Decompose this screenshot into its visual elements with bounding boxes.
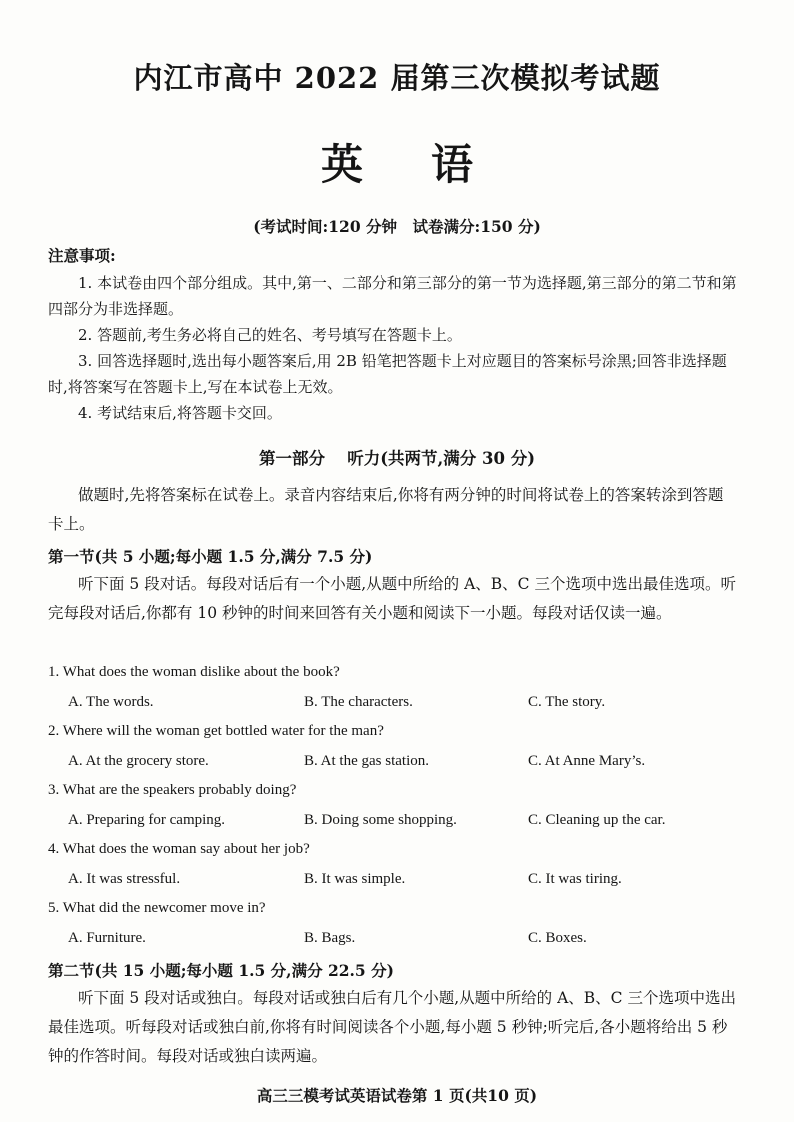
question-stem: 5. What did the newcomer move in? (48, 900, 266, 916)
section2-title: 第二节(共 15 小题;每小题 1.5 分,满分 22.5 分) (48, 961, 394, 980)
exam-info: (考试时间:120 分钟 试卷满分:150 分) (253, 217, 541, 236)
notes-heading: 注意事项: (48, 246, 116, 265)
option-c: C. The story. (528, 694, 606, 710)
note-item: 2. 答题前,考生务必将自己的姓名、考号填写在答题卡上。 (78, 326, 462, 344)
subject-char-2: 语 (431, 140, 474, 189)
question-stem: 4. What does the woman say about her job? (48, 841, 310, 857)
option-a: A. Preparing for camping. (68, 812, 226, 828)
option-b: B. It was simple. (304, 871, 406, 887)
option-a: A. At the grocery store. (68, 753, 209, 769)
question-stem: 2. Where will the woman get bottled water for the man? (48, 723, 384, 739)
question-stem: 3. What are the speakers probably doing? (48, 782, 297, 798)
part1-intro: 做题时,先将答案标在试卷上。录音内容结束后,你将有两分钟的时间将试卷上的答案转涂到答题卡上。 (48, 486, 724, 533)
option-b: B. At the gas station. (304, 753, 429, 769)
page-footer: 高三三模考试英语试卷第 1 页(共10 页) (256, 1086, 538, 1105)
option-c: C. It was tiring. (528, 871, 622, 887)
option-c: C. Cleaning up the car. (528, 812, 666, 828)
option-a: A. The words. (68, 694, 154, 710)
subject-char-1: 英 (320, 140, 363, 189)
section1-title: 第一节(共 5 小题;每小题 1.5 分,满分 7.5 分) (48, 547, 373, 566)
note-item: 1. 本试卷由四个部分组成。其中,第一、二部分和第三部分的第一节为选择题,第三部分的第二节和第四部分为非选择题。 (48, 274, 737, 318)
option-c: C. Boxes. (528, 930, 587, 946)
option-b: B. Bags. (304, 930, 356, 946)
question-stem: 1. What does the woman dislike about the book? (48, 664, 340, 680)
note-item: 3. 回答选择题时,选出每小题答案后,用 2B 铅笔把答题卡上对应题目的答案标号涂黑;回答非选择题时,将答案写在答题卡上,写在本试卷上无效。 (48, 352, 727, 396)
notes-list (48, 270, 738, 426)
option-c: C. At Anne Mary’s. (528, 753, 646, 769)
note-item: 4. 考试结束后,将答题卡交回。 (78, 404, 282, 422)
subject-title (0, 132, 794, 192)
part1-title: 第一部分 听力(共两节,满分 30 分) (258, 449, 536, 468)
section1-instructions: 听下面 5 段对话。每段对话后有一个小题,从题中所给的 A、B、C 三个选项中选出最佳选项。听完每段对话后,你都有 10 秒钟的时间来回答有关小题和阅读下一小题。每段对话仅读一遍。 (48, 575, 736, 622)
option-b: B. Doing some shopping. (304, 812, 457, 828)
option-a: A. It was stressful. (68, 871, 181, 887)
option-b: B. The characters. (304, 694, 413, 710)
exam-title: 内江市高中 2022 届第三次模拟考试题 (133, 61, 661, 95)
option-a: A. Furniture. (68, 930, 146, 946)
section2-instructions: 听下面 5 段对话或独白。每段对话或独白后有几个小题,从题中所给的 A、B、C 三个选项中选出最佳选项。听每段对话或独白前,你将有时间阅读各个小题,每小题 5 秒钟;听完后,各小题将给出 5 秒钟的作答时间。每段对话或独白读两遍。 (48, 989, 736, 1065)
